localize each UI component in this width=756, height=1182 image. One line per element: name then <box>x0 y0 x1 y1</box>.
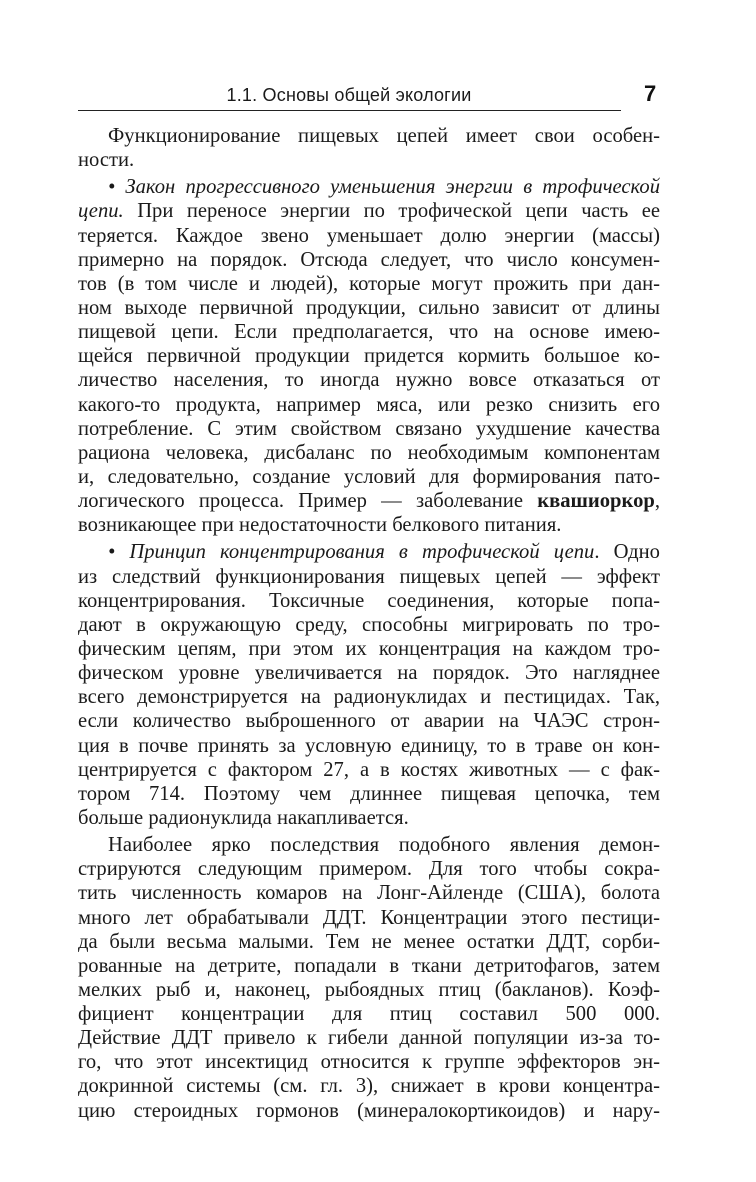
text-line: фициент концентрации для птиц составил 500 000. <box>78 1003 660 1026</box>
text-line: центрируется с фактором 27, а в костях животных — с фак- <box>78 758 660 781</box>
text-line: и, следовательно, создание условий для формирования пато- <box>78 465 660 488</box>
text-line <box>78 489 660 513</box>
text-line: мелких рыб и, наконец, рыбоядных птиц (бакланов). Коэф- <box>78 978 660 1001</box>
text-line: тов (в том числе и людей), которые могут прожить при дан- <box>78 272 660 295</box>
text-line: ном выходе первичной продукции, сильно зависит от длины <box>78 296 660 319</box>
line-text: , <box>654 490 660 513</box>
body-text <box>78 124 660 1123</box>
text-line: да были весьма малыми. Тем не менее остатки ДДТ, сорби- <box>78 930 660 953</box>
text-line: Наиболее ярко последствия подобного явления демон- <box>108 834 660 857</box>
text-line: дают в окружающую среду, способны мигрировать по тро- <box>78 613 660 636</box>
text-line: щейся первичной продукции придется кормить большое ко- <box>78 345 660 368</box>
text-line: примерно на порядок. Отсюда следует, что число консумен- <box>78 248 660 271</box>
text-line: если количество выброшенного от аварии на ЧАЭС строн- <box>78 710 660 733</box>
text-line: пищевой цепи. Если предполагается, что на основе имею- <box>78 321 660 344</box>
text-line: теряется. Каждое звено уменьшает долю энергии (массы) <box>78 224 660 247</box>
running-title: 1.1. Основы общей экологии <box>226 85 472 105</box>
text-line <box>78 199 660 223</box>
line-text: логического процесса. Пример — заболевание <box>78 490 538 513</box>
text-line: стрируются следующим примером. Для того чтобы сокра- <box>78 858 660 881</box>
text-line: ция в почве принять за условную единицу, то в траве он кон- <box>78 734 660 757</box>
text-line: тором 714. Поэтому чем длиннее пищевая цепочка, тем <box>78 782 660 805</box>
text-line: цию стероидных гормонов (минералокортикоидов) и нару- <box>78 1099 660 1122</box>
law-heading-end: цепи. <box>78 200 124 223</box>
text-line: концентрирования. Токсичные соединения, которые попа- <box>78 589 660 612</box>
text-line: из следствий функционирования пищевых цепей — эффект <box>78 565 660 588</box>
header-rule <box>78 110 621 111</box>
text-line: потребление. С этим свойством связано ухудшение качества <box>78 417 660 440</box>
text-line: Функционирование пищевых цепей имеет свои особен- <box>108 125 660 147</box>
text-line: личество населения, то иногда нужно вовсе отказаться от <box>78 369 660 392</box>
text-line: ности. <box>78 149 135 172</box>
text-line: больше радионуклида накапливается. <box>78 806 409 829</box>
page-number: 7 <box>644 81 657 106</box>
text-line: всего демонстрируется на радионуклидах и пестицидах. Так, <box>78 686 660 709</box>
text-line: фическом уровне увеличивается на порядок. Это нагляднее <box>78 662 660 685</box>
text-line: рациона человека, дисбаланс по необходимым компонентам <box>78 441 660 464</box>
law-heading: • Закон прогрессивного уменьшения энергии в трофической <box>108 176 660 199</box>
line-text: При переносе энергии по трофической цепи часть ее <box>123 200 660 223</box>
running-header <box>78 83 660 111</box>
text-line: докринной системы (см. гл. 3), снижает в крови концентра- <box>78 1075 660 1098</box>
text-line: фическим цепям, при этом их концентрация на каждом тро- <box>78 637 660 660</box>
text-line: тить численность комаров на Лонг-Айленде (США), болота <box>78 882 660 905</box>
text-line: много лет обрабатывали ДДТ. Концентрации этого пестици- <box>78 906 660 929</box>
text-line: какого-то продукта, например мяса, или резко снизить его <box>78 393 660 416</box>
line-text: . Одно <box>594 541 660 564</box>
principle-heading: • Принцип концентрирования в трофической цепи <box>108 541 595 564</box>
text-line: го, что этот инсектицид относится к группе эффекторов эн- <box>78 1051 660 1074</box>
text-line: рованные на детрите, попадали в ткани детритофагов, затем <box>78 954 660 977</box>
text-line: Действие ДДТ привело к гибели данной популяции из-за то- <box>78 1027 660 1050</box>
term-kwashiorkor: квашиоркор <box>537 490 655 513</box>
text-line <box>78 540 660 564</box>
text-line <box>78 175 660 199</box>
text-line: возникающее при недостаточности белкового питания. <box>78 514 562 537</box>
